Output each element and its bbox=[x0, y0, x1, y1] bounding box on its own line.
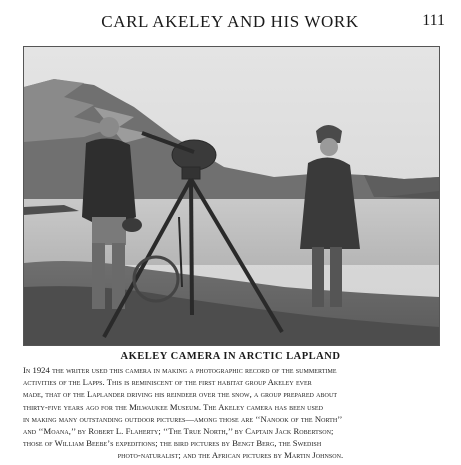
figure-caption bbox=[23, 364, 438, 462]
caption-line: thirty-five years ago for the Milwaukee Museum. The Akeley camera has been used bbox=[23, 401, 324, 412]
figure-title: AKELEY CAMERA IN ARCTIC LAPLAND bbox=[120, 351, 341, 362]
caption-line: in making many outstanding outdoor pictures—among those are ‘‘Nanook of the North’’ bbox=[23, 413, 343, 424]
caption-line: activities of the Lapps. This is reminiscent of the first habitat group Akeley ever bbox=[23, 377, 312, 388]
caption-line: photo-naturalist; and the African pictures by Martin Johnson. bbox=[117, 450, 344, 461]
caption-line: those of William Beebe’s expeditions; the bird pictures by Bengt Berg, the Swedish bbox=[23, 438, 322, 449]
lapland-camera-photo bbox=[24, 47, 439, 345]
caption-line: and ‘‘Moana,’’ by Robert L. Flaherty; ‘‘The True North,’’ by Captain Jack Robertson; bbox=[23, 426, 334, 437]
photograph bbox=[23, 46, 440, 346]
page-header bbox=[0, 12, 461, 34]
caption-line: made, that of the Laplander driving his reindeer over the snow, a group prepared about bbox=[23, 389, 338, 400]
running-head: CARL AKELEY AND HIS WORK bbox=[101, 12, 359, 31]
caption-line: In 1924 the writer used this camera in making a photographic record of the summertime bbox=[23, 365, 337, 375]
page-number: 111 bbox=[422, 12, 445, 29]
